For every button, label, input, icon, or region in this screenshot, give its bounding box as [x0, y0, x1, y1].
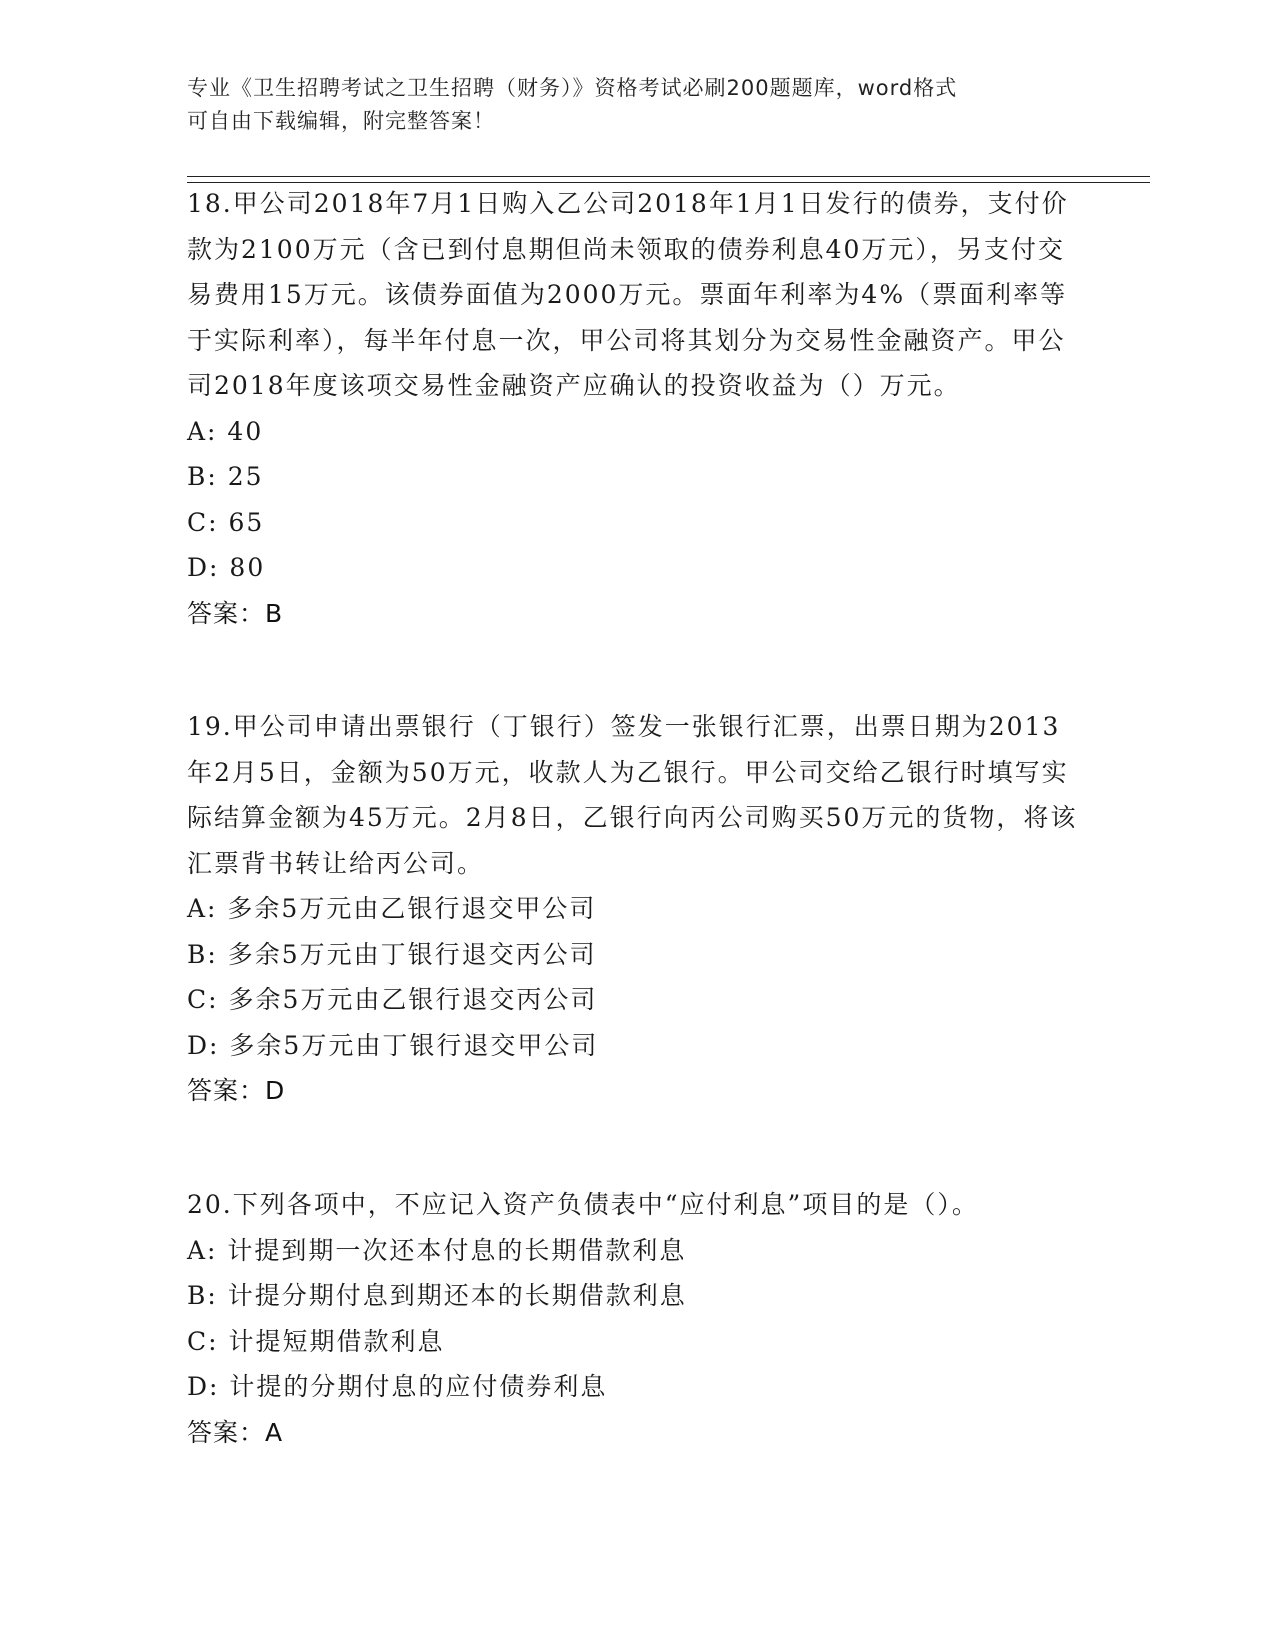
option-c: C: 计提短期借款利息: [187, 1326, 445, 1356]
option-a: A: 计提到期一次还本付息的长期借款利息: [187, 1235, 687, 1265]
header-line-1: 专业《卫生招聘考试之卫生招聘（财务）》资格考试必刷200题题库，word格式: [187, 76, 958, 100]
option-a: A: 多余5万元由乙银行退交甲公司: [187, 894, 597, 923]
option-b: B: 25: [187, 462, 264, 491]
answer-line: 答案：B: [187, 598, 284, 628]
header-line-2: 可自由下载编辑，附完整答案！: [187, 109, 495, 133]
question-stem: 20.下列各项中，不应记入资产负债表中“应付利息”项目的是（）。: [187, 1190, 979, 1219]
option-c: C: 65: [187, 507, 265, 537]
document-header: [187, 72, 1067, 138]
option-d: D: 计提的分期付息的应付债券利息: [187, 1372, 608, 1401]
question-18: [187, 181, 1087, 636]
option-b: B: 计提分期付息到期还本的长期借款利息: [187, 1281, 687, 1310]
question-19: [187, 704, 1087, 1114]
answer-line: 答案：D: [187, 1076, 286, 1105]
option-b: B: 多余5万元由丁银行退交丙公司: [187, 939, 597, 969]
option-d: D: 多余5万元由丁银行退交甲公司: [187, 1030, 599, 1060]
question-stem: 19.甲公司申请出票银行（丁银行）签发一张银行汇票，出票日期为2013年2月5日，金额为50万元，收款人为乙银行。甲公司交给乙银行时填写实际结算金额为45万元。2月8日，乙银行向丙公司购买50万元的货物，将该汇票背书转让给丙公司。: [187, 712, 1078, 878]
question-20: [187, 1182, 1087, 1455]
option-a: A: 40: [187, 416, 264, 446]
question-stem: 18.甲公司2018年7月1日购入乙公司2018年1月1日发行的债券，支付价款为2100万元（含已到付息期但尚未领取的债券利息40万元），另支付交易费用15万元。该债券面值为2000万元。票面年利率为4%（票面利率等于实际利率），每半年付息一次，甲公司将其划分为交易性金融资产。甲公司2018年度该项交易性金融资产应确认的投资收益为（）万元。: [187, 189, 1069, 400]
option-d: D: 80: [187, 553, 266, 582]
option-c: C: 多余5万元由乙银行退交丙公司: [187, 985, 598, 1014]
answer-line: 答案：A: [187, 1417, 284, 1447]
